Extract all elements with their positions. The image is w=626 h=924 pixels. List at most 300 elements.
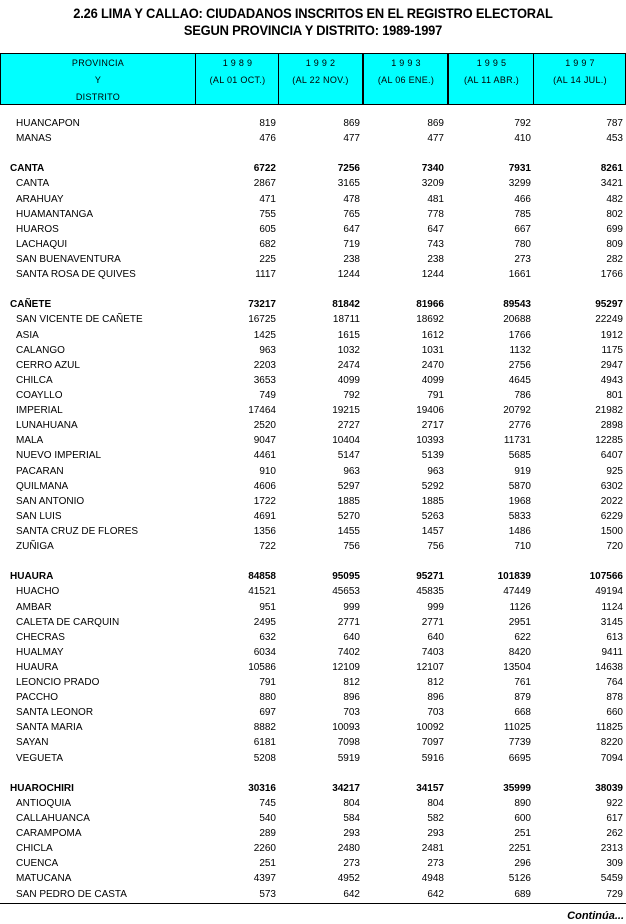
- district-row: [0, 600, 626, 615]
- value-cell: 792: [343, 389, 360, 401]
- header-date: (AL 22 NOV.): [292, 75, 349, 85]
- value-cell: 910: [259, 465, 276, 477]
- value-cell: 273: [343, 858, 360, 870]
- value-cell: 5833: [508, 510, 531, 522]
- value-cell: 2947: [600, 359, 623, 371]
- value-cell: 478: [343, 193, 360, 205]
- value-cell: 225: [259, 253, 276, 265]
- value-cell: 4099: [421, 374, 444, 386]
- district-name: SANTA LEONOR: [16, 707, 94, 719]
- province-row: [0, 161, 626, 176]
- district-row: [0, 312, 626, 327]
- district-row: [0, 252, 626, 267]
- district-row: [0, 660, 626, 675]
- value-cell: 7931: [508, 163, 531, 175]
- value-cell: 477: [427, 133, 444, 145]
- value-cell: 1356: [253, 525, 276, 537]
- value-cell: 1885: [337, 495, 360, 507]
- value-cell: 476: [259, 133, 276, 145]
- value-cell: 785: [514, 208, 531, 220]
- value-cell: 1486: [508, 525, 531, 537]
- value-cell: 3421: [600, 178, 623, 190]
- value-cell: 20792: [503, 405, 531, 417]
- value-cell: 2481: [421, 843, 444, 855]
- value-cell: 1615: [337, 329, 360, 341]
- value-cell: 107566: [589, 571, 623, 583]
- district-row: [0, 584, 626, 599]
- value-cell: 10404: [332, 435, 360, 447]
- value-cell: 869: [427, 118, 444, 129]
- value-cell: 482: [606, 193, 623, 205]
- district-name: SAN ANTONIO: [16, 495, 85, 507]
- value-cell: 584: [343, 813, 360, 825]
- value-cell: 5685: [508, 450, 531, 462]
- value-cell: 273: [427, 858, 444, 870]
- table-header: [0, 53, 626, 105]
- value-cell: 1500: [600, 525, 623, 537]
- value-cell: 3165: [337, 178, 360, 190]
- province-name: CANTA: [10, 163, 45, 175]
- district-name: CHICLA: [16, 843, 53, 855]
- value-cell: 703: [427, 707, 444, 719]
- value-cell: 2470: [421, 359, 444, 371]
- district-row: [0, 856, 626, 871]
- value-cell: 6722: [253, 163, 276, 175]
- value-cell: 925: [606, 465, 623, 477]
- header-year-1997: [533, 54, 626, 104]
- district-row: [0, 871, 626, 886]
- table-body: [0, 116, 626, 902]
- province-row: [0, 781, 626, 796]
- district-row: [0, 388, 626, 403]
- value-cell: 1244: [421, 269, 444, 281]
- value-cell: 1126: [509, 601, 531, 613]
- value-cell: 4397: [253, 873, 276, 885]
- value-cell: 11025: [503, 722, 531, 734]
- value-cell: 5263: [421, 510, 444, 522]
- district-name: LACHAQUI: [16, 238, 68, 250]
- value-cell: 2951: [508, 616, 531, 628]
- value-cell: 7097: [421, 737, 444, 749]
- header-year-1992: [278, 54, 362, 104]
- value-cell: 14638: [595, 661, 623, 673]
- value-cell: 262: [606, 828, 623, 840]
- value-cell: 5126: [508, 873, 531, 885]
- value-cell: 617: [606, 813, 623, 825]
- district-name: HUALMAY: [16, 646, 64, 658]
- district-name: MANAS: [16, 133, 52, 145]
- district-name: SAYAN: [16, 737, 49, 749]
- value-cell: 19215: [332, 405, 360, 417]
- value-cell: 10092: [416, 722, 444, 734]
- value-cell: 34217: [332, 782, 360, 794]
- value-cell: 605: [259, 223, 276, 235]
- table-title: 2.26 LIMA Y CALLAO: CIUDADANOS INSCRITOS EN EL REGISTRO ELECTORAL: [73, 5, 553, 21]
- value-cell: 84858: [248, 571, 276, 583]
- value-cell: 697: [259, 707, 276, 719]
- value-cell: 7094: [600, 752, 623, 764]
- value-cell: 809: [606, 238, 623, 250]
- value-cell: 1425: [253, 329, 276, 341]
- value-cell: 4461: [253, 450, 276, 462]
- district-row: [0, 539, 626, 554]
- value-cell: 45835: [416, 586, 444, 598]
- value-cell: 6229: [600, 510, 623, 522]
- value-cell: 309: [606, 858, 623, 870]
- district-row: [0, 131, 626, 146]
- district-row: [0, 796, 626, 811]
- spacer-row: [0, 146, 626, 161]
- district-name: CERRO AZUL: [16, 359, 80, 371]
- district-name: MATUCANA: [16, 873, 72, 885]
- value-cell: 1244: [337, 269, 360, 281]
- value-cell: 951: [259, 601, 276, 613]
- value-cell: 9411: [601, 646, 623, 658]
- value-cell: 2717: [421, 420, 444, 432]
- district-name: ZUÑIGA: [16, 541, 54, 553]
- district-name: COAYLLO: [16, 389, 63, 401]
- header-year: 1 9 9 7: [565, 58, 595, 68]
- district-name: SAN LUIS: [16, 510, 62, 522]
- value-cell: 2776: [508, 420, 531, 432]
- district-row: [0, 433, 626, 448]
- value-cell: 5916: [421, 752, 444, 764]
- district-row: [0, 675, 626, 690]
- district-row: [0, 509, 626, 524]
- value-cell: 2313: [600, 843, 623, 855]
- district-name: PACARAN: [16, 465, 64, 477]
- value-cell: 755: [259, 208, 276, 220]
- value-cell: 756: [427, 541, 444, 553]
- value-cell: 2771: [337, 616, 360, 628]
- value-cell: 8420: [508, 646, 531, 658]
- district-row: [0, 690, 626, 705]
- value-cell: 999: [343, 601, 360, 613]
- value-cell: 720: [606, 541, 623, 553]
- value-cell: 804: [343, 797, 360, 809]
- district-row: [0, 615, 626, 630]
- spacer-row: [0, 282, 626, 297]
- value-cell: 1031: [421, 344, 444, 356]
- value-cell: 2867: [253, 178, 276, 190]
- value-cell: 6034: [253, 646, 276, 658]
- district-row: [0, 237, 626, 252]
- value-cell: 289: [259, 828, 276, 840]
- value-cell: 761: [514, 677, 531, 689]
- district-row: [0, 494, 626, 509]
- value-cell: 919: [514, 465, 531, 477]
- district-name: CHILCA: [16, 374, 53, 386]
- value-cell: 9047: [253, 435, 276, 447]
- value-cell: 238: [343, 253, 360, 265]
- district-row: [0, 267, 626, 282]
- value-cell: 963: [259, 344, 276, 356]
- value-cell: 879: [514, 692, 531, 704]
- value-cell: 963: [427, 465, 444, 477]
- value-cell: 18711: [332, 314, 360, 326]
- value-cell: 660: [606, 707, 623, 719]
- value-cell: 642: [427, 888, 444, 900]
- value-cell: 471: [259, 193, 276, 205]
- value-cell: 45653: [332, 586, 360, 598]
- district-row: [0, 358, 626, 373]
- value-cell: 787: [606, 118, 623, 129]
- value-cell: 1722: [253, 495, 276, 507]
- district-name: ARAHUAY: [16, 193, 64, 205]
- value-cell: 1455: [337, 525, 360, 537]
- value-cell: 819: [259, 118, 276, 129]
- value-cell: 296: [514, 858, 531, 870]
- value-cell: 2771: [421, 616, 444, 628]
- district-name: HUAMANTANGA: [16, 208, 94, 220]
- value-cell: 765: [343, 208, 360, 220]
- value-cell: 786: [514, 389, 531, 401]
- value-cell: 791: [427, 389, 444, 401]
- value-cell: 466: [514, 193, 531, 205]
- header-year-1995: [447, 54, 534, 104]
- value-cell: 1766: [508, 329, 531, 341]
- value-cell: 5270: [337, 510, 360, 522]
- value-cell: 2474: [337, 359, 360, 371]
- value-cell: 11731: [503, 435, 531, 447]
- value-cell: 2203: [253, 359, 276, 371]
- district-name: SAN PEDRO DE CASTA: [16, 888, 127, 900]
- value-cell: 703: [343, 707, 360, 719]
- value-cell: 410: [514, 133, 531, 145]
- value-cell: 12109: [332, 661, 360, 673]
- value-cell: 7403: [421, 646, 444, 658]
- value-cell: 791: [259, 677, 276, 689]
- header-year: 1 9 9 3: [391, 58, 421, 68]
- district-row: [0, 735, 626, 750]
- value-cell: 647: [427, 223, 444, 235]
- header-label-provincia: PROVINCIA: [71, 58, 125, 68]
- bottom-rule: [0, 903, 626, 904]
- value-cell: 81966: [416, 299, 444, 311]
- value-cell: 12107: [416, 661, 444, 673]
- value-cell: 764: [606, 677, 623, 689]
- district-name: CHECRAS: [16, 631, 65, 643]
- district-name: CALANGO: [16, 344, 65, 356]
- value-cell: 273: [514, 253, 531, 265]
- value-cell: 238: [427, 253, 444, 265]
- value-cell: 1175: [601, 344, 623, 356]
- value-cell: 8882: [253, 722, 276, 734]
- value-cell: 7402: [337, 646, 360, 658]
- value-cell: 963: [343, 465, 360, 477]
- value-cell: 1612: [421, 329, 444, 341]
- value-cell: 890: [514, 797, 531, 809]
- value-cell: 729: [606, 888, 623, 900]
- value-cell: 640: [427, 631, 444, 643]
- value-cell: 293: [427, 828, 444, 840]
- value-cell: 668: [514, 707, 531, 719]
- value-cell: 778: [427, 208, 444, 220]
- district-name: QUILMANA: [16, 480, 69, 492]
- value-cell: 49194: [595, 586, 623, 598]
- value-cell: 719: [343, 238, 360, 250]
- value-cell: 5292: [421, 480, 444, 492]
- value-cell: 812: [427, 677, 444, 689]
- value-cell: 95095: [332, 571, 360, 583]
- district-name: AMBAR: [16, 601, 52, 613]
- district-row: [0, 176, 626, 191]
- value-cell: 41521: [248, 586, 276, 598]
- district-row: [0, 826, 626, 841]
- district-name: CANTA: [16, 178, 50, 190]
- value-cell: 878: [606, 692, 623, 704]
- header-date: (AL 14 JUL.): [553, 75, 607, 85]
- district-row: [0, 373, 626, 388]
- value-cell: 95297: [595, 299, 623, 311]
- value-cell: 1766: [600, 269, 623, 281]
- district-name: ANTIOQUIA: [16, 797, 72, 809]
- value-cell: 573: [259, 888, 276, 900]
- value-cell: 5139: [421, 450, 444, 462]
- district-row: [0, 524, 626, 539]
- value-cell: 2898: [600, 420, 623, 432]
- value-cell: 710: [514, 541, 531, 553]
- district-row: [0, 222, 626, 237]
- header-year: 1 9 9 2: [305, 58, 336, 68]
- value-cell: 582: [427, 813, 444, 825]
- header-label-y: Y: [94, 75, 102, 85]
- value-cell: 802: [606, 208, 623, 220]
- province-row: [0, 297, 626, 312]
- value-cell: 2520: [253, 420, 276, 432]
- value-cell: 282: [606, 253, 623, 265]
- value-cell: 922: [606, 797, 623, 809]
- value-cell: 640: [343, 631, 360, 643]
- district-row: [0, 448, 626, 463]
- district-name: CALLAHUANCA: [16, 813, 90, 825]
- value-cell: 667: [514, 223, 531, 235]
- value-cell: 2251: [508, 843, 531, 855]
- value-cell: 792: [514, 118, 531, 129]
- value-cell: 95271: [416, 571, 444, 583]
- district-name: CALETA DE CARQUIN: [16, 616, 120, 628]
- district-name: HUACHO: [16, 586, 60, 598]
- value-cell: 47449: [503, 586, 531, 598]
- district-name: HUAURA: [16, 661, 59, 673]
- value-cell: 4952: [337, 873, 360, 885]
- district-name: IMPERIAL: [16, 405, 63, 417]
- value-cell: 896: [427, 692, 444, 704]
- value-cell: 34157: [416, 782, 444, 794]
- value-cell: 481: [427, 193, 444, 205]
- value-cell: 647: [343, 223, 360, 235]
- value-cell: 38039: [595, 782, 623, 794]
- value-cell: 2495: [253, 616, 276, 628]
- value-cell: 780: [514, 238, 531, 250]
- district-name: PACCHO: [16, 692, 59, 704]
- value-cell: 10586: [248, 661, 276, 673]
- value-cell: 749: [259, 389, 276, 401]
- value-cell: 5919: [337, 752, 360, 764]
- header-year-1993: [362, 54, 448, 104]
- province-row: [0, 569, 626, 584]
- district-name: CUENCA: [16, 858, 59, 870]
- value-cell: 7739: [508, 737, 531, 749]
- header-date: (AL 06 ENE.): [377, 75, 435, 85]
- district-row: [0, 343, 626, 358]
- header-year: 1 9 8 9: [222, 58, 253, 68]
- header-date: (AL 01 OCT.): [209, 75, 266, 85]
- header-label-distrito: DISTRITO: [75, 92, 121, 102]
- value-cell: 5870: [508, 480, 531, 492]
- district-row: [0, 751, 626, 766]
- value-cell: 600: [514, 813, 531, 825]
- value-cell: 896: [343, 692, 360, 704]
- continues-label: Continúa...: [567, 910, 624, 922]
- value-cell: 73217: [248, 299, 276, 311]
- value-cell: 756: [343, 541, 360, 553]
- value-cell: 722: [259, 541, 276, 553]
- header-year: 1 9 9 5: [476, 58, 507, 68]
- district-row: [0, 464, 626, 479]
- value-cell: 1124: [601, 601, 623, 613]
- value-cell: 6181: [253, 737, 276, 749]
- value-cell: 5297: [337, 480, 360, 492]
- value-cell: 999: [427, 601, 444, 613]
- value-cell: 1457: [421, 525, 444, 537]
- value-cell: 2022: [600, 495, 623, 507]
- district-name: CARAMPOMA: [16, 828, 82, 840]
- value-cell: 689: [514, 888, 531, 900]
- value-cell: 7256: [337, 163, 360, 175]
- district-row: [0, 192, 626, 207]
- value-cell: 880: [259, 692, 276, 704]
- value-cell: 6695: [508, 752, 531, 764]
- value-cell: 4606: [253, 480, 276, 492]
- district-name: SANTA ROSA DE QUIVES: [16, 269, 136, 281]
- district-row: [0, 328, 626, 343]
- value-cell: 453: [606, 133, 623, 145]
- value-cell: 1117: [255, 269, 276, 281]
- value-cell: 613: [606, 631, 623, 643]
- district-name: VEGUETA: [16, 752, 64, 764]
- value-cell: 4099: [337, 374, 360, 386]
- value-cell: 35999: [503, 782, 531, 794]
- value-cell: 642: [343, 888, 360, 900]
- value-cell: 251: [259, 858, 276, 870]
- district-name: SANTA CRUZ DE FLORES: [16, 525, 139, 537]
- value-cell: 8220: [600, 737, 623, 749]
- value-cell: 7098: [337, 737, 360, 749]
- value-cell: 22249: [595, 314, 623, 326]
- value-cell: 5208: [253, 752, 276, 764]
- district-name: NUEVO IMPERIAL: [16, 450, 102, 462]
- value-cell: 682: [259, 238, 276, 250]
- value-cell: 6407: [600, 450, 623, 462]
- value-cell: 804: [427, 797, 444, 809]
- province-name: HUAURA: [10, 571, 54, 583]
- value-cell: 251: [514, 828, 531, 840]
- value-cell: 89543: [503, 299, 531, 311]
- value-cell: 1968: [508, 495, 531, 507]
- district-row: [0, 630, 626, 645]
- value-cell: 8261: [600, 163, 623, 175]
- value-cell: 293: [343, 828, 360, 840]
- district-name: SAN BUENAVENTURA: [16, 253, 121, 265]
- value-cell: 1661: [508, 269, 531, 281]
- spacer-row: [0, 766, 626, 781]
- district-row: [0, 811, 626, 826]
- value-cell: 30316: [248, 782, 276, 794]
- value-cell: 1032: [337, 344, 360, 356]
- district-name: HUANCAPON: [16, 118, 80, 129]
- value-cell: 4943: [600, 374, 623, 386]
